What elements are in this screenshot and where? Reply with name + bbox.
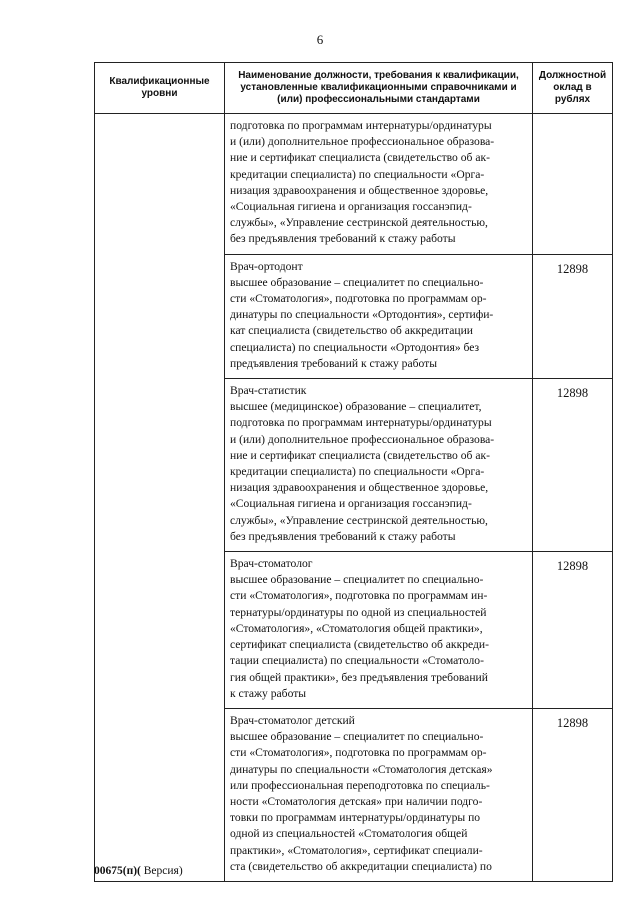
table-header-row xyxy=(95,63,613,114)
requirement-text-line: товки по программам интернатуры/ординатуры по xyxy=(230,811,481,825)
position-description-cell xyxy=(225,552,533,709)
position-title: Врач-статистик xyxy=(230,384,307,398)
document-version: Версия) xyxy=(140,865,183,877)
requirement-text-line: сти «Стоматология», подготовка по программам ор- xyxy=(230,746,487,760)
requirement-text-line: кредитации специалиста) по специальности «Орга- xyxy=(230,465,485,479)
header-qualification-levels: Квалификационные уровни xyxy=(95,63,225,114)
requirement-text-line: динатуры по специальности «Стоматология детская» xyxy=(230,762,493,776)
requirement-text-line: гия общей практики», без предъявления требований xyxy=(230,670,488,684)
requirement-text-line: службы», «Управление сестринской деятельностью, xyxy=(230,513,488,527)
position-title: Врач-стоматолог детский xyxy=(230,713,355,727)
requirement-text-line: кат специалиста (свидетельство об аккредитации xyxy=(230,324,473,338)
position-description-cell xyxy=(225,114,533,255)
position-title: Врач-ортодонт xyxy=(230,259,303,273)
requirement-text-line: высшее (медицинское) образование – специалитет, xyxy=(230,400,482,414)
document-footer xyxy=(94,865,183,877)
position-description-cell xyxy=(225,254,533,378)
requirement-text-line: подготовка по программам интернатуры/ординатуры xyxy=(230,416,492,430)
requirement-text-line: тернатуры/ординатуры по одной из специальностей xyxy=(230,605,487,619)
requirement-text-line: «Социальная гигиена и организация госсанэпид- xyxy=(230,497,472,511)
salary-cell: 12898 xyxy=(533,379,613,552)
position-title: Врач-стоматолог xyxy=(230,557,313,571)
requirement-text-line: без предъявления требований к стажу работы xyxy=(230,529,456,543)
position-description-cell xyxy=(225,708,533,881)
salary-cell xyxy=(533,114,613,255)
requirement-text-line: ние и сертификат специалиста (свидетельство об ак- xyxy=(230,448,490,462)
table-row xyxy=(95,114,613,255)
requirement-text-line: без предъявления требований к стажу работы xyxy=(230,232,456,246)
requirement-text-line: к стажу работы xyxy=(230,686,307,700)
position-description-cell xyxy=(225,379,533,552)
requirement-text-line: и (или) дополнительное профессиональное образова- xyxy=(230,135,495,149)
requirement-text-line: высшее образование – специалитет по специально- xyxy=(230,730,484,744)
requirement-text-line: сертификат специалиста (свидетельство об аккреди- xyxy=(230,638,489,652)
requirement-text-line: ности «Стоматология детская» при наличии подго- xyxy=(230,794,483,808)
qualification-level-cell xyxy=(95,114,225,882)
requirement-text-line: сти «Стоматология», подготовка по программам ин- xyxy=(230,589,488,603)
requirement-text-line: ние и сертификат специалиста (свидетельство об ак- xyxy=(230,151,490,165)
requirement-text-line: высшее образование – специалитет по специально- xyxy=(230,573,484,587)
requirement-text-line: ста (свидетельство об аккредитации специалиста) по xyxy=(230,859,492,873)
salary-cell: 12898 xyxy=(533,552,613,709)
requirement-text-line: специалиста) по специальности «Ортодонтия» без xyxy=(230,340,480,354)
requirement-text-line: динатуры по специальности «Ортодонтия», сертифи- xyxy=(230,308,494,322)
requirement-text-line: подготовка по программам интернатуры/ординатуры xyxy=(230,119,492,132)
requirement-text-line: тации специалиста) по специальности «Стоматоло- xyxy=(230,654,484,668)
page-number: 6 xyxy=(316,32,324,47)
table-body xyxy=(95,114,613,882)
salary-cell: 12898 xyxy=(533,708,613,881)
qualification-table xyxy=(94,62,613,882)
requirement-text-line: сти «Стоматология», подготовка по программам ор- xyxy=(230,292,487,306)
requirement-text-line: низация здравоохранения и общественное здоровье, xyxy=(230,481,489,495)
requirement-text-line: «Стоматология», «Стоматология общей практики», xyxy=(230,621,483,635)
salary-cell: 12898 xyxy=(533,254,613,378)
requirement-text-line: высшее образование – специалитет по специально- xyxy=(230,275,484,289)
requirement-text-line: одной из специальностей «Стоматология общей xyxy=(230,827,468,841)
requirement-text-line: предъявления требований к стажу работы xyxy=(230,356,438,370)
requirement-text-line: «Социальная гигиена и организация госсанэпид- xyxy=(230,200,472,214)
requirement-text-line: или профессиональная переподготовка по специаль- xyxy=(230,778,490,792)
requirement-text-line: и (или) дополнительное профессиональное образова- xyxy=(230,432,495,446)
requirement-text-line: кредитации специалиста) по специальности «Орга- xyxy=(230,167,485,181)
header-position-requirements: Наименование должности, требования к квалификации, установленные квалификационными справочниками и (или) профессиональными стандартами xyxy=(225,63,533,114)
requirement-text-line: службы», «Управление сестринской деятельностью, xyxy=(230,216,488,230)
document-code: 00675(п)( xyxy=(94,865,141,877)
requirement-text-line: практики», «Стоматология», сертификат специали- xyxy=(230,843,483,857)
requirement-text-line: низация здравоохранения и общественное здоровье, xyxy=(230,183,489,197)
header-salary: Должностной оклад в рублях xyxy=(533,63,613,114)
